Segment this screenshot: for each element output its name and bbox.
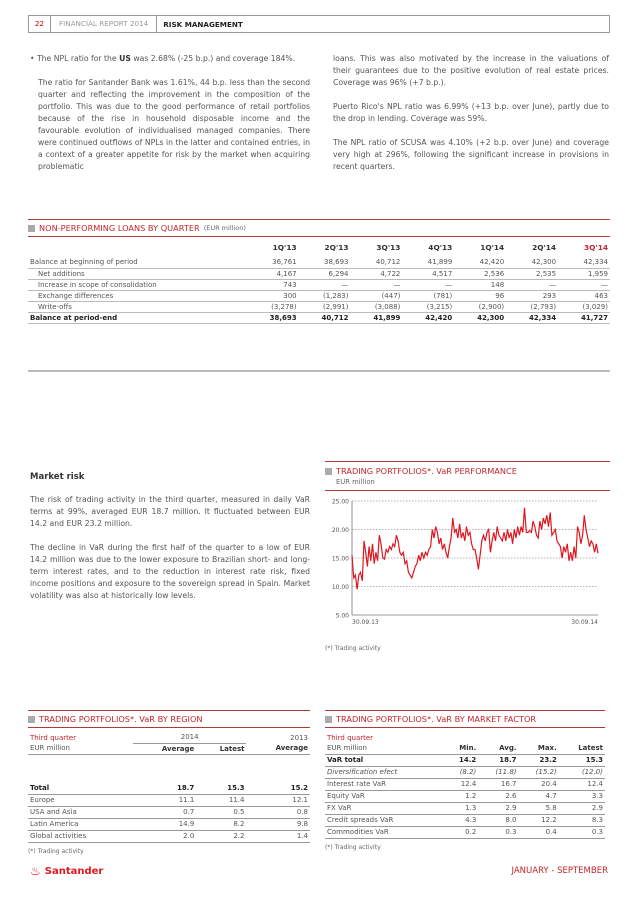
cell: (12.0) — [559, 766, 605, 778]
column-header: Latest — [559, 743, 605, 754]
table-row — [325, 790, 605, 802]
table-row — [28, 806, 310, 818]
cell: 41,899 — [402, 257, 454, 268]
paragraph: The NPL ratio of SCUSA was 4.10% (+2 b.p. over June) and coverage very high at 296%, following the significant increase in provisions in recent quarters. — [333, 138, 609, 171]
cell: 12.1 — [246, 794, 310, 806]
column-header: 1Q'13 — [272, 242, 297, 252]
factor-footnote: (*) Trading activity — [325, 843, 381, 851]
cell: 38,693 — [299, 257, 351, 268]
unit-label: EUR million — [325, 743, 444, 754]
row-label: Commodities VaR — [325, 826, 444, 838]
row-label: Total — [28, 782, 133, 794]
row-label: Equity VaR — [325, 790, 444, 802]
cell: 300 — [247, 290, 299, 301]
cell: 40,712 — [351, 257, 403, 268]
cell: 18.7 — [478, 754, 518, 766]
cell: 12.2 — [519, 814, 559, 826]
cell: (3,215) — [402, 301, 454, 312]
table-row — [325, 814, 605, 826]
cell: 1.4 — [246, 830, 310, 842]
cell: 2,536 — [454, 268, 506, 279]
cell: (1,283) — [299, 290, 351, 301]
cell: 15.3 — [196, 782, 246, 794]
region-table — [28, 732, 310, 843]
row-label: Exchange differences — [28, 290, 247, 301]
cell: 14.2 — [444, 754, 478, 766]
cell: 11.4 — [196, 794, 246, 806]
cell: 1.2 — [444, 790, 478, 802]
table-row — [325, 766, 605, 778]
cell: 4,517 — [402, 268, 454, 279]
square-icon — [28, 716, 35, 723]
cell: 15.3 — [559, 754, 605, 766]
cell: 40,712 — [299, 312, 351, 323]
chart-footnote: (*) Trading activity — [325, 645, 381, 652]
us-npl-bullet: • The NPL ratio for the US was 2.68% (-25 b.p.) and coverage 184%. — [30, 54, 296, 63]
paragraph: The risk of trading activity in the third quarter, measured in daily VaR terms at 99%, averaged EUR 18.7 million. It fluctuated between EUR 14.2 and EUR 23.2 million. — [30, 495, 310, 528]
row-label: Global activities — [28, 830, 133, 842]
cell: (781) — [402, 290, 454, 301]
cell: 2.2 — [196, 830, 246, 842]
report-title: FINANCIAL REPORT 2014 — [51, 16, 157, 32]
table-row — [325, 802, 605, 814]
row-label: Balance at period-end — [28, 312, 247, 323]
cell: (3,278) — [247, 301, 299, 312]
column-header: 1Q'14 — [480, 242, 505, 252]
column-header: 4Q'13 — [428, 242, 453, 252]
cell: 0.2 — [444, 826, 478, 838]
left-column-text — [30, 53, 310, 185]
y-tick-label: 15.00 — [331, 555, 349, 563]
column-header: 3Q'13 — [376, 242, 401, 252]
cell: 8.3 — [559, 814, 605, 826]
row-label: FX VaR — [325, 802, 444, 814]
table-row — [325, 778, 605, 790]
cell: 6,294 — [299, 268, 351, 279]
table-row — [28, 268, 610, 279]
cell: 42,334 — [558, 257, 610, 268]
paragraph: loans. This was also motivated by the increase in the valuations of their guarantees due to the positive evolution of real estate prices. Coverage was 96% (+7 b.p.). — [333, 54, 609, 87]
cell: (3,088) — [351, 301, 403, 312]
factor-title: TRADING PORTFOLIOS*. VaR BY MARKET FACTOR — [325, 711, 605, 727]
cell: 2.9 — [478, 802, 518, 814]
cell: 38,693 — [247, 312, 299, 323]
npl-table-section — [28, 219, 610, 324]
cell: 42,420 — [454, 257, 506, 268]
cell: 148 — [454, 279, 506, 290]
cell: 4,722 — [351, 268, 403, 279]
column-header: Average — [133, 743, 196, 754]
cell: (15.2) — [519, 766, 559, 778]
row-label: Balance at beginning of period — [28, 257, 247, 268]
table-row — [28, 794, 310, 806]
cell: 2.0 — [133, 830, 196, 842]
cell: 12.4 — [559, 778, 605, 790]
year-2013: 2013 — [290, 733, 308, 742]
row-label: Latin America — [28, 818, 133, 830]
flame-icon: ♨ — [30, 864, 41, 878]
cell: 3.3 — [559, 790, 605, 802]
cell: 16.7 — [478, 778, 518, 790]
market-risk-heading: Market risk — [30, 472, 85, 482]
table-row — [28, 782, 310, 794]
paragraph: The decline in VaR during the first half of the quarter to a low of EUR 14.2 million was due to the lower exposure to Brazilian short- and long-term interest rates, and to the reduction in interest rate risk, fixed income positions and exposure to the sovereign spread in Spain. Market volatility was also at historically low levels. — [30, 543, 310, 600]
right-column-text — [333, 53, 609, 185]
period-label: Third quarter — [30, 733, 77, 742]
cell: — — [558, 279, 610, 290]
market-risk-section — [30, 472, 310, 614]
cell: 14.9 — [133, 818, 196, 830]
cell: 0.8 — [246, 806, 310, 818]
cell: (2,793) — [506, 301, 558, 312]
cell: 12.4 — [444, 778, 478, 790]
y-tick-label: 5.00 — [335, 612, 349, 620]
period-label: Third quarter — [327, 733, 374, 742]
cell: 743 — [247, 279, 299, 290]
var-region-section — [28, 710, 310, 855]
row-label: Write-offs — [28, 301, 247, 312]
cell: (11.8) — [478, 766, 518, 778]
cell: 42,300 — [454, 312, 506, 323]
cell: 42,334 — [506, 312, 558, 323]
cell: 0.5 — [196, 806, 246, 818]
region-title: TRADING PORTFOLIOS*. VaR BY REGION — [28, 711, 310, 727]
var-line-chart — [325, 491, 610, 631]
header-row — [28, 237, 610, 257]
cell: 8.2 — [196, 818, 246, 830]
row-label: Net additions — [28, 268, 247, 279]
row-label: Diversification efect — [325, 766, 444, 778]
y-tick-label: 25.00 — [331, 498, 349, 506]
square-icon — [325, 468, 332, 475]
cell: 2.6 — [478, 790, 518, 802]
square-icon — [325, 716, 332, 723]
cell: 9.8 — [246, 818, 310, 830]
chart-subtitle: EUR million — [336, 478, 375, 486]
cell: (3,029) — [558, 301, 610, 312]
column-header: Max. — [519, 743, 559, 754]
cell: 18.7 — [133, 782, 196, 794]
footer-period: JANUARY - SEPTEMBER — [511, 866, 608, 876]
y-tick-label: 20.00 — [331, 527, 349, 534]
cell: 41,899 — [351, 312, 403, 323]
cell: 36,761 — [247, 257, 299, 268]
chart-title: TRADING PORTFOLIOS*. VaR PERFORMANCE — [325, 466, 610, 476]
table-row — [28, 312, 610, 323]
cell: 0.3 — [478, 826, 518, 838]
table-row — [28, 830, 310, 842]
table-row — [28, 301, 610, 312]
year-2014: 2014 — [133, 732, 247, 743]
row-label: Credit spreads VaR — [325, 814, 444, 826]
header-cell — [28, 237, 247, 257]
santander-logo — [30, 864, 103, 878]
x-tick-label: 30.09.13 — [352, 619, 379, 626]
cell: 42,300 — [506, 257, 558, 268]
column-header: 3Q'14 — [584, 242, 608, 252]
cell: (447) — [351, 290, 403, 301]
cell: (8.2) — [444, 766, 478, 778]
column-header: 2Q'13 — [324, 242, 349, 252]
square-icon — [28, 225, 35, 232]
row-label: VaR total — [325, 754, 444, 766]
cell: 1,959 — [558, 268, 610, 279]
y-tick-label: 10.00 — [331, 584, 349, 591]
cell: 0.3 — [559, 826, 605, 838]
cell: 15.2 — [246, 782, 310, 794]
santander-bank-paragraph: The ratio for Santander Bank was 1.61%, 44 b.p. less than the second quarter and reflecting the improvement in the composition of the portfolio. This was due to the good performance of retail portfolios because of the rise in household disposable income and the favourable evolution of individualised managed companies. There were continued outflows of NPLs in the latter and contained entries, in a context of a greater appetite for risk by the market when acquiring problematic — [38, 78, 310, 171]
cell: 11.1 — [133, 794, 196, 806]
cell: — — [506, 279, 558, 290]
row-label: Increase in scope of consolidation — [28, 279, 247, 290]
cell: 2.9 — [559, 802, 605, 814]
var-factor-section — [325, 710, 605, 851]
cell: 1.3 — [444, 802, 478, 814]
row-label: Europe — [28, 794, 133, 806]
table-row — [28, 818, 310, 830]
factor-table — [325, 732, 605, 839]
header-row — [28, 743, 310, 754]
column-header: 2Q'14 — [532, 242, 557, 252]
cell: (2,900) — [454, 301, 506, 312]
brand-name: Santander — [44, 865, 104, 877]
cell: (2,991) — [299, 301, 351, 312]
page-number: 22 — [29, 16, 51, 32]
unit-label: EUR million — [28, 743, 133, 754]
cell: 4.7 — [519, 790, 559, 802]
cell: 0.7 — [133, 806, 196, 818]
cell: 23.2 — [519, 754, 559, 766]
column-header: Average — [246, 743, 310, 754]
cell: — — [351, 279, 403, 290]
cell: 5.8 — [519, 802, 559, 814]
column-header: Min. — [444, 743, 478, 754]
page-header — [28, 15, 610, 33]
table-row — [28, 279, 610, 290]
header-row — [28, 732, 310, 743]
divider — [28, 370, 610, 372]
cell: 8.0 — [478, 814, 518, 826]
npl-table — [28, 237, 610, 324]
region-footnote: (*) Trading activity — [28, 847, 84, 855]
cell: 463 — [558, 290, 610, 301]
npl-title: NON-PERFORMING LOANS BY QUARTER (EUR million) — [28, 220, 610, 236]
paragraph: Puerto Rico's NPL ratio was 6.99% (+13 b.p. over June), partly due to the drop in lending. Coverage was 59%. — [333, 102, 609, 123]
cell: 20.4 — [519, 778, 559, 790]
header-row — [325, 743, 605, 754]
x-tick-label: 30.09.14 — [571, 619, 598, 626]
cell: 41,727 — [558, 312, 610, 323]
cell: 4,167 — [247, 268, 299, 279]
cell: 42,420 — [402, 312, 454, 323]
row-label: USA and Asia — [28, 806, 133, 818]
table-row — [325, 826, 605, 838]
var-series-line — [352, 508, 598, 590]
cell: — — [402, 279, 454, 290]
column-header: Latest — [196, 743, 246, 754]
table-row — [28, 290, 610, 301]
table-row — [28, 257, 610, 268]
column-header: Avg. — [478, 743, 518, 754]
cell: 2,535 — [506, 268, 558, 279]
table-row — [325, 754, 605, 766]
cell: 0.4 — [519, 826, 559, 838]
row-label: Interest rate VaR — [325, 778, 444, 790]
cell: 4.3 — [444, 814, 478, 826]
cell: 96 — [454, 290, 506, 301]
var-chart-section — [325, 461, 610, 652]
cell: 293 — [506, 290, 558, 301]
section-title: RISK MANAGEMENT — [163, 19, 243, 29]
cell: — — [299, 279, 351, 290]
